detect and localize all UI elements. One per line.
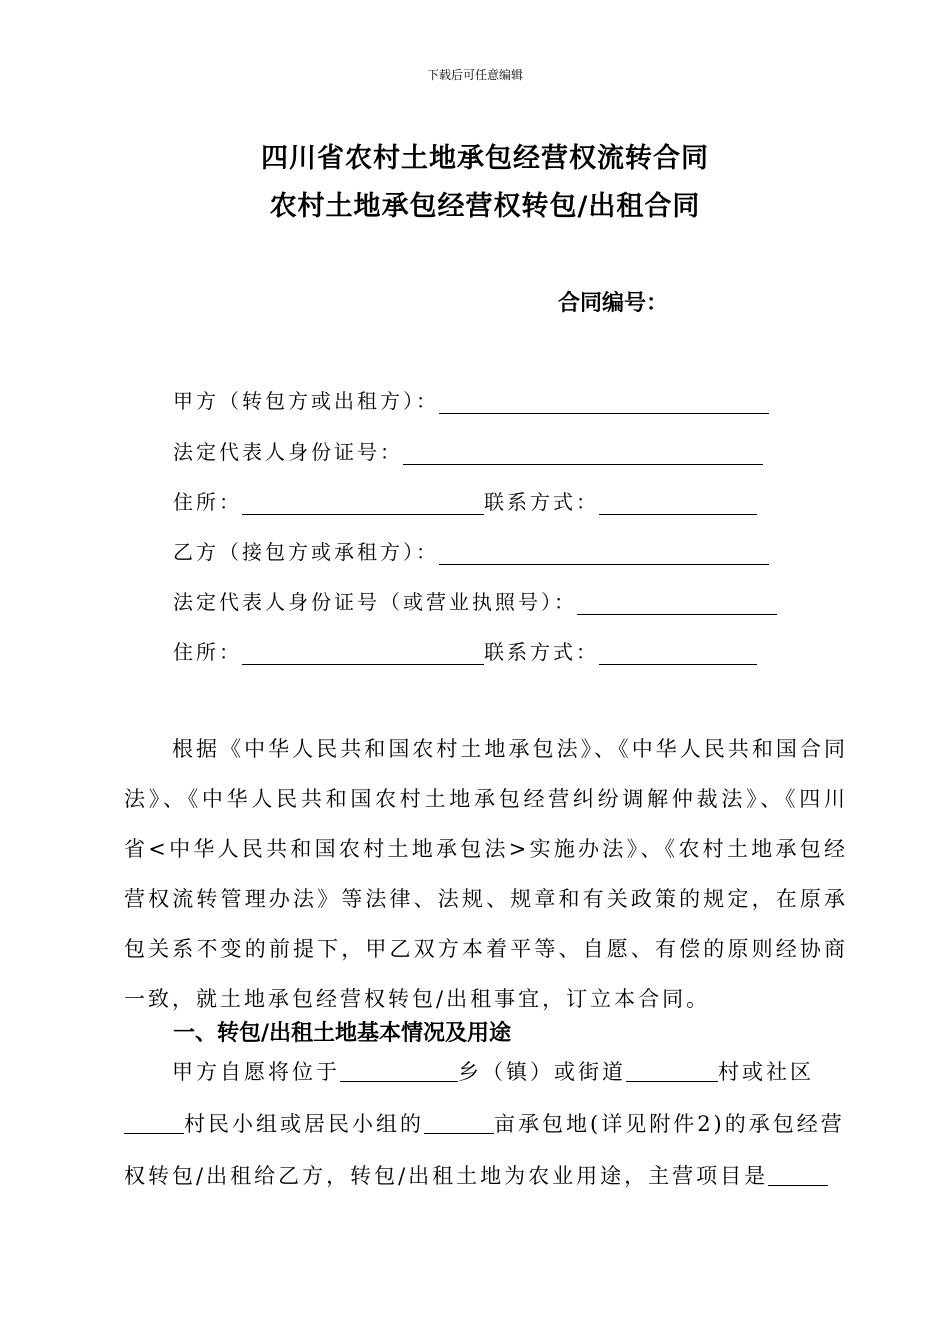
party-b-address-blank[interactable] <box>242 642 484 665</box>
party-b-id-blank[interactable] <box>577 592 777 615</box>
party-a-label: 甲方（转包方或出租方）： <box>173 389 439 413</box>
village-blank[interactable] <box>626 1061 718 1082</box>
party-a-contact-label: 联系方式： <box>484 490 599 514</box>
party-b-address-label: 住所： <box>173 640 242 664</box>
party-a-address-line <box>173 486 757 515</box>
s1-text-d: 村民小组或居民小组的 <box>184 1112 424 1136</box>
contract-number-label: 合同编号： <box>558 291 669 316</box>
party-b-id-line <box>173 586 777 615</box>
area-blank[interactable] <box>424 1113 494 1134</box>
party-a-address-label: 住所： <box>173 490 242 514</box>
section-1-heading: 一、转包/出租土地基本情况及用途 <box>173 1021 512 1046</box>
s1-text-c: 村或社区 <box>718 1060 814 1084</box>
party-a-id-line <box>173 436 763 465</box>
title-main: 四川省农村土地承包经营权流转合同 <box>261 143 709 174</box>
party-b-blank[interactable] <box>439 542 769 565</box>
party-b-id-label: 法定代表人身份证号（或营业执照号）： <box>173 590 577 614</box>
header-note: 下载后可任意编辑 <box>426 68 523 82</box>
party-b-line <box>173 536 769 565</box>
group-blank[interactable] <box>124 1113 184 1134</box>
party-b-label: 乙方（接包方或承租方）： <box>173 540 439 564</box>
party-a-contact-blank[interactable] <box>599 492 757 515</box>
township-blank[interactable] <box>340 1061 458 1082</box>
s1-text-a: 甲方自愿将位于 <box>172 1060 340 1084</box>
s1-text-e: 亩承包地(详见附件2)的承包经营权转包/出租给乙方，转包/出租土地为农业用途，主营项目是 <box>124 1112 845 1188</box>
party-a-address-blank[interactable] <box>242 492 484 515</box>
party-a-blank[interactable] <box>439 391 769 414</box>
s1-text-b: 乡（镇）或街道 <box>458 1060 626 1084</box>
title-sub: 农村土地承包经营权转包/出租合同 <box>269 191 701 222</box>
party-b-address-line <box>173 636 757 665</box>
preamble-paragraph: 根据《中华人民共和国农村土地承包法》、《中华人民共和国合同法》、《中华人民共和国农村土地承包经营纠纷调解仲裁法》、《四川省<中华人民共和国农村土地承包法>实施办法》、《农村土地承包经营权流转管理办法》等法律、法规、规章和有关政策的规定，在原承包关系不变的前提下，甲乙双方本着平等、自愿、有偿的原则经协商一致，就土地承包经营权转包/出租事宜，订立本合同。 <box>124 737 848 1011</box>
party-a-id-label: 法定代表人身份证号： <box>173 440 403 464</box>
party-a-id-blank[interactable] <box>403 442 763 465</box>
section-1-paragraph <box>124 1046 848 1202</box>
project-blank[interactable] <box>768 1165 828 1186</box>
party-b-contact-blank[interactable] <box>599 642 757 665</box>
party-a-line <box>173 385 769 414</box>
party-b-contact-label: 联系方式： <box>484 640 599 664</box>
